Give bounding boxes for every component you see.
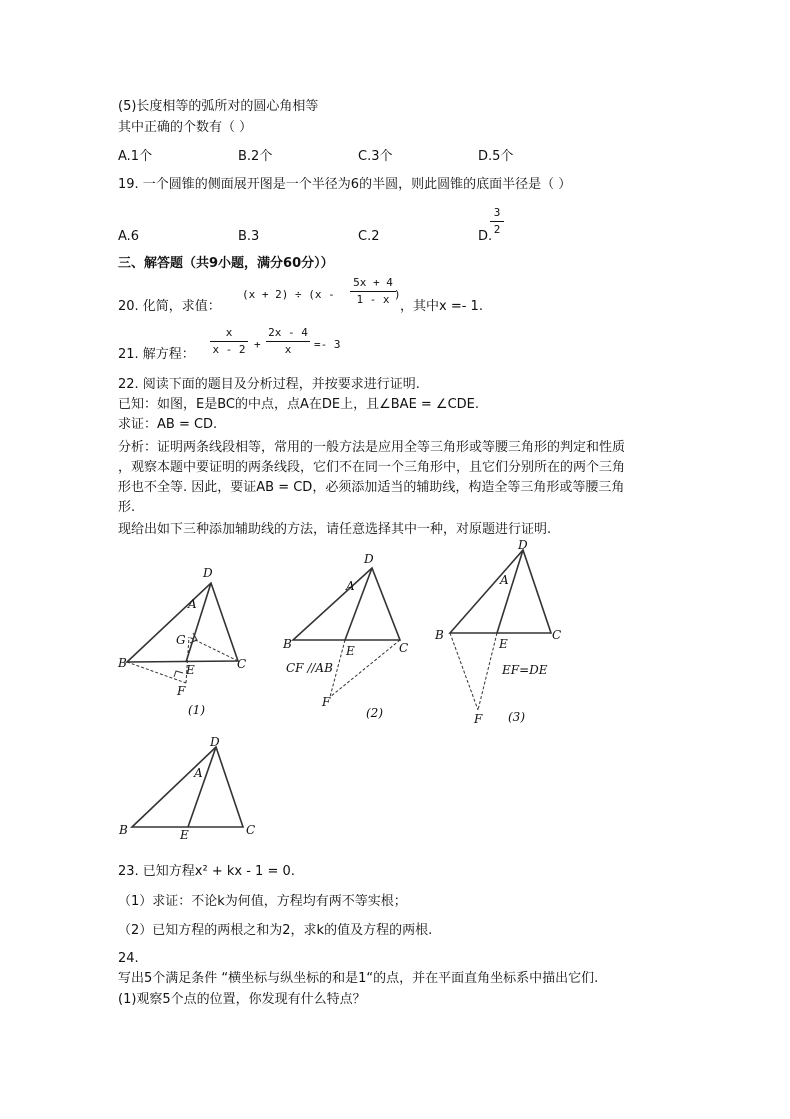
text-line: （2）已知方程的两根之和为2，求k的值及方程的两根. [118,923,433,938]
label-b: B [119,823,128,837]
figure-1 [117,566,246,717]
label-e: E [499,637,508,651]
label-f: F [177,684,186,698]
fraction-denominator: 1 - x [356,293,390,306]
question-24: 24. [118,951,139,966]
text-line: 形也不全等. 因此，要证AB = CD，必须添加适当的辅助线，构造全等三角形或等腰三角 [118,480,625,495]
label-b: B [435,628,444,642]
text-line: (5)长度相等的弧所对的圆心角相等 [118,99,319,114]
fraction [210,326,248,357]
figure-note: EF=DE [502,663,548,677]
figure-caption: (2) [366,706,383,720]
fraction-numerator: x [225,326,233,339]
fraction-denominator: x [284,343,292,356]
figure-3 [434,540,561,726]
text-line: ，观察本题中要证明的两条线段，它们不在同一个三角形中，且它们分别所在的两个三角 [118,460,626,475]
text-line: 现给出如下三种添加辅助线的方法，请任意选择其中一种，对原题进行证明. [118,522,552,537]
text-line: 求证：AB = CD. [118,417,218,432]
label-a: A [346,579,355,593]
label-f: F [322,695,331,709]
fraction-numerator: 2x - 4 [268,326,308,339]
question-19: 19. 一个圆锥的侧面展开图是一个半径为6的半圆，则此圆锥的底面半径是（ ） [118,177,572,192]
math-expr: (x + 2) ÷ (x - [242,288,335,301]
option-b: B.3 [238,229,260,244]
label-b: B [283,637,292,651]
question-22: 22. 阅读下面的题目及分析过程，并按要求进行证明. [118,377,420,392]
label-c: C [246,823,256,837]
option-d: D.5个 [478,149,514,164]
label-e: E [180,828,189,842]
option-c: C.2 [358,229,380,244]
math-tail: =- 3 [314,338,341,351]
math-plus: + [254,338,261,351]
text-line: 已知：如图，E是BC的中点，点A在DE上，且∠BAE = ∠CDE. [118,397,480,412]
label-d: D [518,540,528,552]
text-line: 其中正确的个数有（ ） [118,120,253,135]
text-line: 形. [118,500,136,515]
question-21-label: 21. 解方程： [118,347,195,362]
option-d: D. [478,229,493,244]
label-a: A [194,766,203,780]
fraction [266,326,310,357]
label-e: E [186,663,195,677]
label-c: C [237,657,247,671]
label-d: D [203,566,213,580]
geometry-figures [0,540,790,850]
label-c: C [552,628,562,642]
question-20-label: 20. 化简，求值： [118,299,221,314]
text-line: (1)观察5个点的位置，你发现有什么特点？ [118,992,366,1007]
label-a: A [188,597,197,611]
label-d: D [364,552,374,566]
text-line: 写出5个满足条件 “横坐标与纵坐标的和是1“的点，并在平面直角坐标系中描出它们. [118,971,599,986]
fraction-denominator: x - 2 [212,343,246,356]
label-d: D [210,735,220,749]
text-line: 分析：证明两条线段相等，常用的一般方法是应用全等三角形或等腰三角形的判定和性质 [118,440,626,455]
option-a: A.1个 [118,149,153,164]
fraction [350,276,396,307]
figure-caption: (3) [508,710,525,724]
label-f: F [474,712,483,726]
figure-note: CF //AB [286,661,333,675]
figure-caption: (1) [188,703,205,717]
label-a: A [500,573,509,587]
section-title: 三、解答题（共9小题，满分60分）） [118,256,334,271]
label-b: B [118,656,127,670]
fraction-numerator: 3 [493,206,501,219]
fraction-denominator: 2 [493,223,501,236]
option-c: C.3个 [358,149,393,164]
label-c: C [399,641,409,655]
label-g: G [176,633,186,647]
math-tail: ，其中x =- 1. [400,299,483,314]
fraction-numerator: 5x + 4 [353,276,393,289]
option-a: A.6 [118,229,140,244]
text-line: （1）求证：不论k为何值，方程均有两不等实根； [118,894,407,909]
math-paren: ) [394,288,401,301]
figure-4 [118,735,255,842]
question-23: 23. 已知方程x² + kx - 1 = 0. [118,864,295,879]
label-e: E [346,644,355,658]
option-b: B.2个 [238,149,273,164]
figure-2 [282,552,408,720]
fraction [490,206,504,237]
